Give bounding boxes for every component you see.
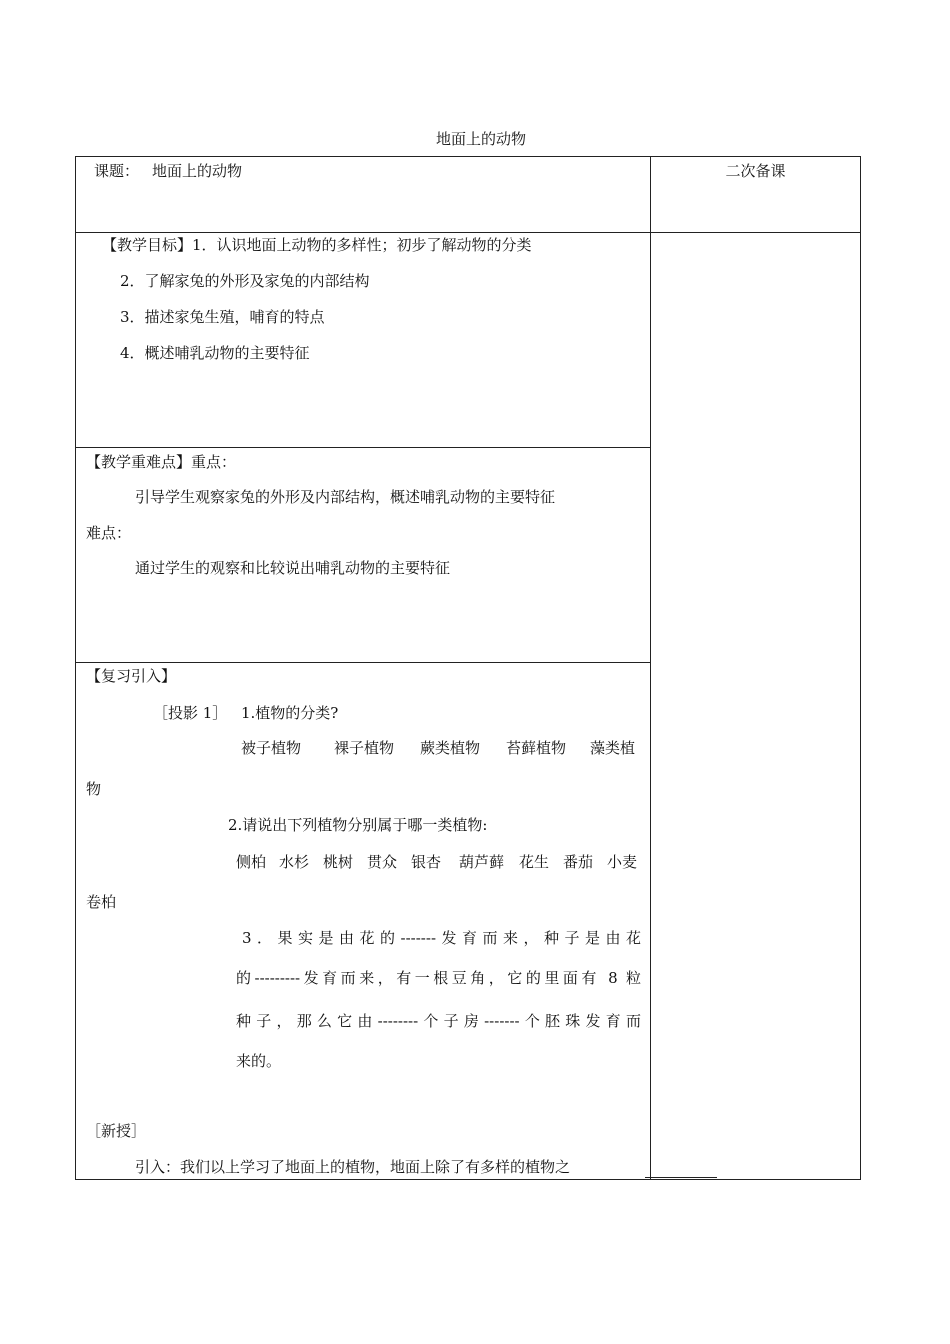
question-3-line-2: 的---------发育而来，有一根豆角，它的里面有 8 粒 [236,969,641,987]
question-1: 1.植物的分类? [241,704,339,722]
q1-item: 藻类植 [590,739,636,757]
table-border-top [75,156,861,157]
objectives-line-4: 4．概述哺乳动物的主要特征 [120,344,310,362]
q1-wrap: 物 [86,780,102,798]
q2-item: 桃树 [323,853,354,871]
q1-item: 裸子植物 [334,739,395,757]
q2-item: 银杏 [411,853,442,871]
question-3-line-3: 种子，那么它由--------个子房-------个胚珠发育而 [236,1012,641,1030]
keypoints-key-text: 引导学生观察家兔的外形及内部结构，概述哺乳动物的主要特征 [135,488,556,506]
q1-item: 被子植物 [241,739,302,757]
new-lesson-intro: 引入：我们以上学习了地面上的植物，地面上除了有多样的植物之 [135,1158,571,1176]
q2-item: 水杉 [279,853,310,871]
review-heading: 【复习引入】 [86,667,177,685]
row-divider-keypoints [75,662,651,663]
q2-item: 侧柏 [236,853,267,871]
question-3-line-1: 3．果实是由花的-------发育而来，种子是由花 [242,929,641,947]
new-lesson-heading: ［新授］ [86,1122,147,1140]
document-title: 地面上的动物 [435,130,526,148]
q2-item: 贯众 [367,853,398,871]
q2-item: 番茄 [563,853,594,871]
keypoints-difficulty-label: 难点： [86,524,132,542]
bottom-extra-rule [645,1177,717,1178]
q1-item: 苔藓植物 [506,739,567,757]
projection-label: ［投影 1］ [153,704,228,722]
objectives-line-3: 3．描述家兔生殖，哺育的特点 [120,308,325,326]
q2-item: 小麦 [607,853,638,871]
q2-item: 花生 [519,853,550,871]
question-2: 2.请说出下列植物分别属于哪一类植物: [228,816,488,834]
objectives-line-2: 2．了解家兔的外形及家兔的内部结构 [120,272,370,290]
table-column-divider [650,156,651,1180]
q2-wrap: 卷柏 [86,893,117,911]
side-column-heading: 二次备课 [725,162,786,180]
keypoints-heading: 【教学重难点】重点： [86,453,237,471]
table-border-right [860,156,861,1180]
keypoints-difficulty-text: 通过学生的观察和比较说出哺乳动物的主要特征 [135,559,451,577]
q1-item: 蕨类植物 [420,739,481,757]
q2-item: 葫芦藓 [459,853,505,871]
table-border-bottom [75,1179,861,1180]
table-border-left [75,156,76,1180]
row-divider-objectives [75,447,651,448]
row-divider-header [75,232,861,233]
question-3-line-4: 来的。 [236,1052,282,1070]
topic-value: 地面上的动物 [152,162,243,180]
objectives-line-1: 【教学目标】1．认识地面上动物的多样性；初步了解动物的分类 [102,236,532,254]
topic-label: 课题： [94,162,140,180]
